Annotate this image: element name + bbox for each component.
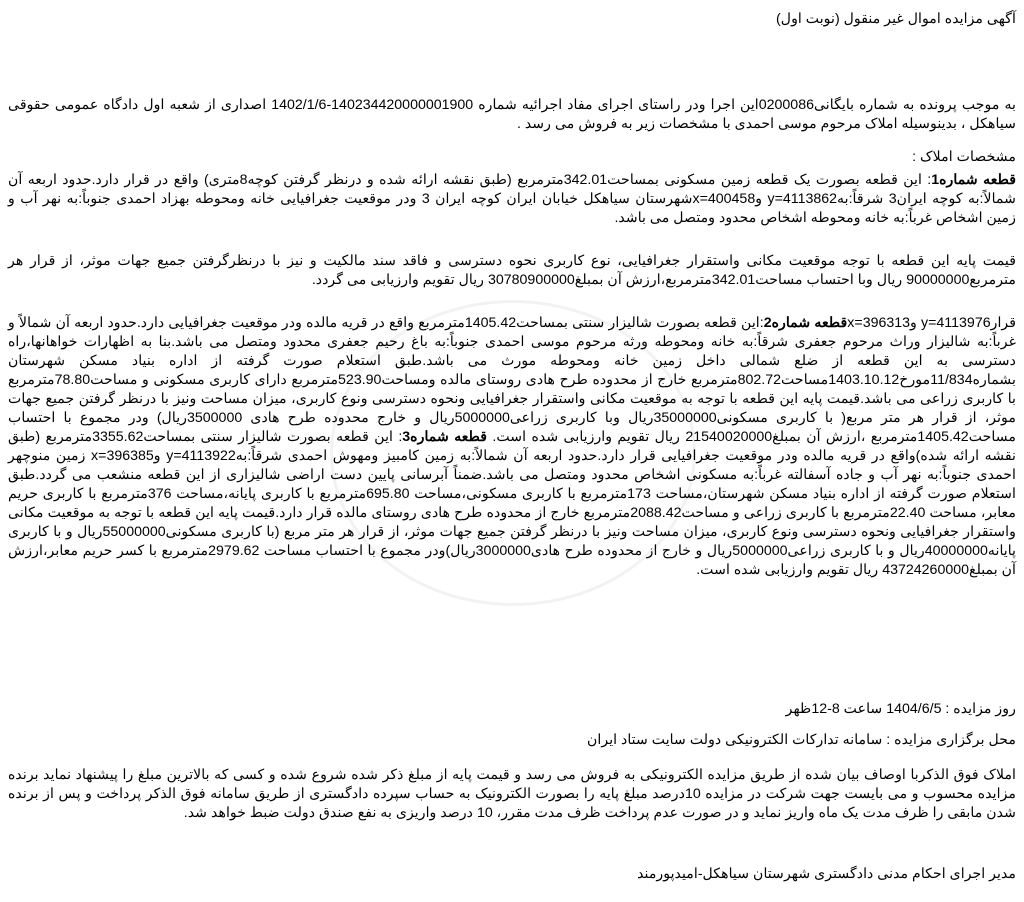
notice-title: آگهی مزایده اموال غیر منقول (نوبت اول) [776, 11, 1016, 27]
plot1-paragraph [8, 171, 1016, 228]
auction-place: محل برگزاری مزایده : سامانه تدارکات الکترونیکی دولت سایت ستاد ایران [587, 732, 1016, 748]
plot1-label: قطعه شماره1 [931, 172, 1016, 188]
specs-heading: مشخصات املاک : [912, 149, 1016, 165]
conditions-paragraph: املاک فوق الذکربا اوصاف بیان شده از طریق مزایده الکترونیکی به فروش می رسد و قیمت پایه از مبلغ ذکر شده شروع شده و کسی که بالاترین مبلغ را پیشنهاد نماید برنده مزایده محسوب و می بایست جهت شرکت در مزایده 10درصد مبلغ پایه را بصورت الکترونیک به حساب سپرده دادگستری از طریق سامانه فوق الذکر پرداخت و پس از برنده شدن مابقی را ظرف مدت یک ماه واریز نماید و در صورت عدم پرداخت ظرف مدت مقرر، 10 درصد واریزی به نفع صندق دولت ضبط خواهد شد. [8, 767, 1016, 821]
plot1-text: : این قطعه بصورت یک قطعه زمین مسکونی بمساحت342.01مترمربع (طبق نقشه ارائه شده و درنظر گرفتن کوچه8متری) واقع در قرار دارد.حدود اربعه آن شمالاً:به کوچه ایران3 شرقاً:به4113862=y و400458=xشهرستان سیاهکل خیابان ایران کوچه ایران 3 ودر موقعیت جغرافیایی خانه ومحوطه بهزاد احمدی جنوباً:به نهر آب و زمین اشخاص غرباً:به خانه ومحوطه اشخاص محدود ومتصل می باشد. [8, 172, 1016, 226]
plot3-label: قطعه شماره3 [402, 429, 488, 445]
plot1-price: قیمت پایه این قطعه با توجه موقعیت مکانی واستقرار جغرافیایی، نوع کاربری نحوه دسترسی و فاقد سند مالکیت و نیز با درنظرگرفتن جمیع جهات موثر، از قرار هر مترمربع90000000 ریال وبا احتساب مساحت342.01مترمربع،ارزش آن بمبلغ30780900000 ریال تقویم وارزیابی می گردد. [8, 253, 1016, 288]
auction-day: روز مزایده : 1404/6/5 ساعت 8-12ظهر [785, 701, 1016, 717]
plot3-text: : این قطعه بصورت شالیزار سنتی بمساحت3355.62مترمربع (طبق نقشه ارائه شده)واقع در قریه مالده ودر موقعیت جغرافیایی قرار دارد.حدود اربعه آن شمالاً:به زمین کامبیز ومهوش احمدی شرقاً:به4113922=y و396385=x زمین منوچهر احمدی جنوباً:به نهر آب و جاده آسفالته غرباً:به مسکونی اشخاص محدود ومتصل می باشد.ضمناً آبرسانی پایین دست اراضی شالیزاری از این قطعه منشعب می گردد.طبق استعلام صورت گرفته از اداره بنیاد مسکن شهرستان،مساحت 173مترمربع با کاربری مسکونی،مساحت 695.80مترمربع با کاربری پایانه،مساحت 376مترمربع با کاربری حریم معابر، مساحت 22.40مترمربع با کاربری زراعی و مساحت2088.42مترمربع خارج از محدوده طرح هادی روستای مالده قرار دارد.قیمت پایه این قطعه با توجه به موقعیت مکانی واستقرار جغرافیایی ونحوه دسترسی ونوع کاربری، میزان مساحت ونیز با درنظر گرفتن جمیع جهات موثر، از قرار هر متر مربع (با کاربری مسکونی55000000ریال و با کاربری پایانه40000000ریال و با کاربری زراعی5000000ریال و خارج از محدوده طرح هادی3000000ریال)ودر مجموع با احتساب مساحت 2979.62مترمربع با کسر حریم معابر،ارزش آن بمبلغ43724260000 ریال تقویم وارزیابی شده است. [8, 429, 1017, 578]
signature: مدیر اجرای احکام مدنی دادگستری شهرستان سیاهکل-امیدپورمند [637, 866, 1016, 882]
intro-paragraph: به موجب پرونده به شماره بایگانی0200086این اجرا ودر راستای اجرای مفاد اجرائیه شماره 140234420000001900-1402/1/6 اصداری از شعبه اول دادگاه عمومی حقوقی سیاهکل ، بدینوسیله املاک مرحوم موسی احمدی با مشخصات زیر به فروش می رسد . [8, 97, 1016, 132]
plot2-label: قطعه شماره2 [763, 315, 848, 331]
plot2-text: :این قطعه بصورت شالیزار سنتی بمساحت1405.42مترمربع واقع در قریه مالده ودر موقعیت جغرافیایی دارد.حدود اربعه آن شمالاً و غرباً:به شالیزار وراث مرحوم جعفری شرقاً:به خانه ومحوطه ورثه مرحوم موسی احمدی جنوباً:به باغ رحیم جعفری محدود ومتصل می باشد.بنا به اظهارات خواهانها،راه دسترسی به این قطعه از ضلع شمالی داخل زمین خانه ومحوطه مورث می باشد.طبق استعلام صورت گرفته از اداره بنیاد مسکن شهرستان بشماره11/834مورخ1403.10.12مساحت802.72مترمربع خارج از محدوده طرح هادی روستای مالده ومساحت523.90مترمربع دارای کاربری مسکونی و مساحت78.80مترمربع با کاربری زراعی می باشد.قیمت پایه این قطعه با توجه به موقعیت مکانی واستقرار جغرافیایی ونحوه دسترسی ونوع کاربری، میزان مساحت ونیز با درنظر گرفتن جمیع جهات موثر، از قرار هر متر مربع( با کاربری مسکونی35000000ریال وبا کاربری زراعی5000000ریال و خارج محدوده طرح هادی 3500000ریال) ودر مجموع با احتساب مساحت1405.42مترمربع ،ارزش آن بمبلغ21540020000 ریال تقویم وارزیابی شده است. [8, 315, 1017, 445]
plot2-coords: قرار4113976=y و396313=x [847, 315, 1017, 331]
plot2-3-paragraph [8, 314, 1016, 580]
